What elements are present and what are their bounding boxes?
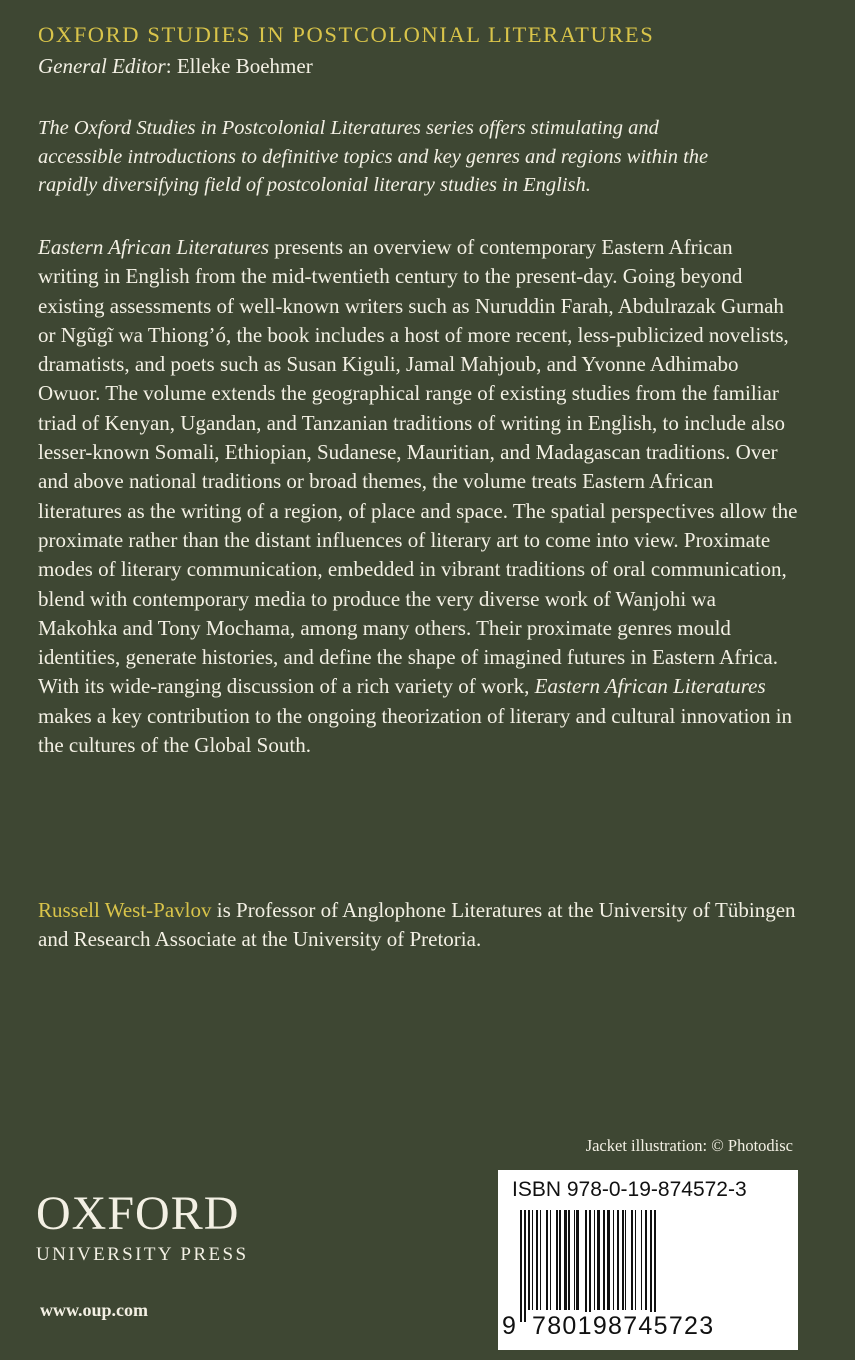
- author-bio-text: is Professor of Anglophone Literatures at the University of Tübingen and Research Associate at the University of Pretoria.: [38, 898, 796, 952]
- author-name: Russell West-Pavlov: [38, 898, 212, 922]
- book-title: Eastern African Literatures: [38, 235, 269, 259]
- barcode-bar: [585, 1210, 587, 1322]
- barcode-bar: [645, 1210, 647, 1310]
- barcode-bar: [520, 1210, 522, 1322]
- barcode-bar: [603, 1210, 605, 1310]
- barcode-bar: [532, 1210, 533, 1310]
- book-description: [38, 233, 798, 760]
- general-editor-label: General Editor: [38, 54, 166, 78]
- author-bio: [38, 896, 818, 955]
- book-title-repeat: Eastern African Literatures: [534, 674, 766, 699]
- barcode-bar: [564, 1210, 567, 1310]
- barcode: [498, 1170, 798, 1350]
- barcode-bar: [654, 1210, 656, 1322]
- barcode-bar: [576, 1210, 579, 1310]
- barcode-bar: [528, 1210, 530, 1310]
- series-intro: The Oxford Studies in Postcolonial Literatures series offers stimulating and accessible introductions to definitive topics and key genres and regions within the rapidly diversifying field of postcolonial literary studies in English.: [38, 117, 709, 196]
- barcode-bars: [518, 1210, 780, 1322]
- barcode-bar: [607, 1210, 610, 1310]
- barcode-bar: [650, 1210, 652, 1322]
- barcode-bar: [622, 1210, 624, 1310]
- barcode-bar: [550, 1210, 551, 1310]
- barcode-bar: [594, 1210, 595, 1310]
- barcode-digit-string: 780198745723: [532, 1312, 715, 1340]
- series-title: OXFORD STUDIES IN POSTCOLONIAL LITERATURES: [38, 22, 655, 47]
- isbn-label: ISBN 978-0-19-874572-3: [512, 1178, 747, 1201]
- barcode-bar: [546, 1210, 548, 1310]
- barcode-bar: [597, 1210, 600, 1310]
- jacket-credit: Jacket illustration: © Photodisc: [585, 1136, 793, 1155]
- barcode-bar: [540, 1210, 541, 1310]
- barcode-bar: [536, 1210, 538, 1310]
- description-part-2: makes a key contribution to the ongoing theorization of literary and cultural innovation in the cultures of the Global South.: [38, 703, 793, 758]
- barcode-bar: [635, 1210, 636, 1310]
- general-editor-line: [38, 54, 313, 79]
- publisher-name: OXFORD: [36, 1187, 240, 1240]
- barcode-bar: [617, 1210, 619, 1310]
- barcode-bar: [574, 1210, 575, 1310]
- publisher-url: www.oup.com: [40, 1300, 149, 1320]
- barcode-bar: [631, 1210, 633, 1310]
- publisher-subtitle: UNIVERSITY PRESS: [36, 1244, 249, 1265]
- barcode-bar: [559, 1210, 561, 1310]
- barcode-bar: [589, 1210, 591, 1322]
- barcode-first-digit: 9: [502, 1312, 518, 1340]
- barcode-bar: [625, 1210, 626, 1310]
- barcode-bar: [613, 1210, 614, 1310]
- barcode-bar: [641, 1210, 642, 1310]
- barcode-bar: [568, 1210, 570, 1310]
- barcode-bar: [524, 1210, 526, 1322]
- barcode-bar: [556, 1210, 558, 1310]
- general-editor-name: : Elleke Boehmer: [165, 54, 313, 78]
- description-part-1: presents an overview of contemporary Eastern African writing in English from the mid-twentieth century to the present-day. Going beyond existing assessments of well-known writers such as Nuruddin Farah, Abdulrazak Gurnah or Ngũgĩ wa Thiong’ó, the book includes a host of more recent, less-publicized novelists, dramatists, and poets such as Susan Kiguli, Jamal Mahjoub, and Yvonne Adhimabo Owuor. The volume extends the geographical range of existing studies from the familiar triad of Kenyan, Ugandan, and Tanzanian traditions of writing in English, to include also lesser-known Somali, Ethiopian, Sudanese, Mauritian, and Madagascan traditions. Over and above national traditions or broad themes, the volume treats Eastern African literatures as the writing of a region, of place and space. The spatial perspectives allow the proximate rather than the distant influences of literary art to come into view. Proximate modes of literary communication, embedded in vibrant traditions of oral communication, blend with contemporary media to produce the very diverse work of Wanjohi wa Makohka and Tony Mochama, among many others. Their proximate genres mould identities, generate histories, and define the shape of imagined futures in Eastern Africa. With its wide-ranging discussion of a rich variety of work,: [38, 235, 798, 699]
- publisher-logo: [36, 1188, 248, 1266]
